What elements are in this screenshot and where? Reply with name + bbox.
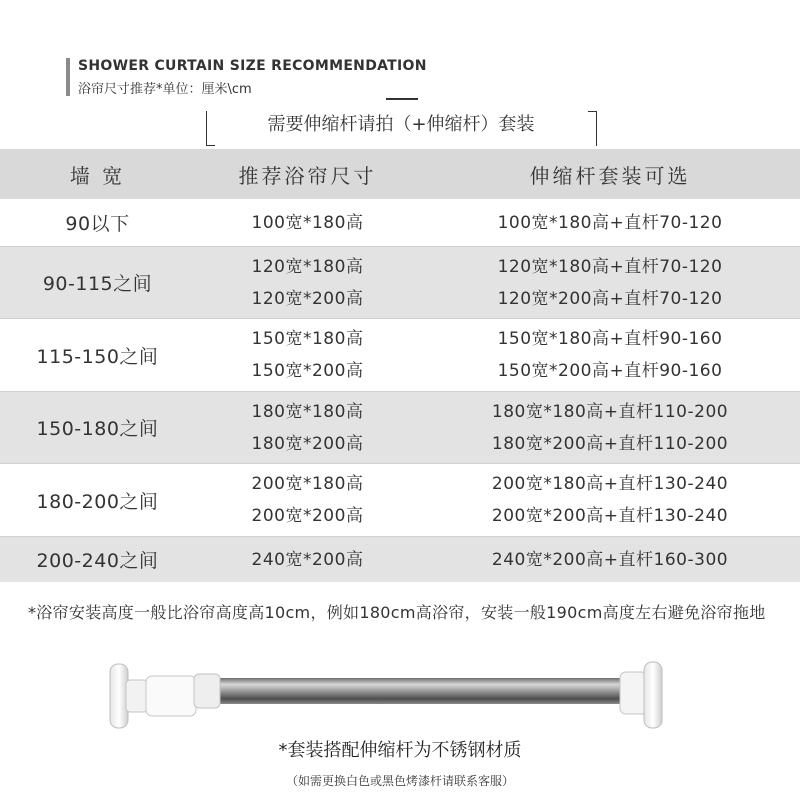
rod-kit-value: 200宽*200高+直杆130-240 <box>491 506 729 526</box>
table-row <box>0 392 800 464</box>
table-row <box>0 199 800 247</box>
wall-width-cell: 180-200之间 <box>36 490 159 513</box>
curtain-size-value: 180宽*200高 <box>251 433 364 454</box>
rod-kit-value: 200宽*180高+直杆130-240 <box>491 474 729 494</box>
curtain-size-value: 150宽*200高 <box>251 361 364 381</box>
curtain-size-value: 120宽*200高 <box>251 288 364 309</box>
rod-kit-value: 120宽*200高+直杆70-120 <box>497 288 723 309</box>
rod-kit-value: 180宽*180高+直杆110-200 <box>491 401 729 422</box>
rod-kit-value: 150宽*180高+直杆90-160 <box>497 329 723 349</box>
wall-width-cell: 90以下 <box>65 213 130 235</box>
rod-kit-value: 120宽*180高+直杆70-120 <box>497 256 723 277</box>
rod-kit-value: 100宽*180高+直杆70-120 <box>497 212 723 233</box>
curtain-size-value: 180宽*180高 <box>251 401 364 422</box>
rod-kit-cell <box>420 544 800 576</box>
header-curtain-size: 推荐浴帘尺寸 <box>238 163 377 188</box>
wall-width-cell: 115-150之间 <box>36 345 159 368</box>
curtain-size-value: 200宽*180高 <box>251 474 364 494</box>
rod-kit-cell <box>420 468 800 532</box>
contact-note: （如需更换白色或黑色烤漆杆请联系客服） <box>285 774 514 788</box>
suit-title: 需要伸缩杆请拍（+伸缩杆）套装 <box>267 114 535 135</box>
wall-width-cell: 200-240之间 <box>36 550 159 572</box>
rod-kit-value: 240宽*200高+直杆160-300 <box>491 549 729 570</box>
curtain-size-value: 240宽*200高 <box>251 549 364 570</box>
curtain-size-cell <box>195 251 420 315</box>
wall-width-cell: 150-180之间 <box>36 418 159 440</box>
wall-width-cell: 90-115之间 <box>42 273 153 295</box>
curtain-size-cell <box>195 207 420 239</box>
table-row <box>0 537 800 582</box>
curtain-size-value: 150宽*180高 <box>251 329 364 349</box>
table-row <box>0 247 800 319</box>
table-row <box>0 319 800 392</box>
installation-note: *浴帘安装高度一般比浴帘高度高10cm，例如180cm高浴帘，安装一般190cm高度左右避免浴帘拖地 <box>28 603 766 622</box>
header-wall-width: 墙 宽 <box>69 163 126 188</box>
divider-line <box>386 98 418 100</box>
curtain-size-cell <box>195 468 420 532</box>
rod-kit-value: 150宽*200高+直杆90-160 <box>497 361 723 381</box>
curtain-size-cell <box>195 396 420 460</box>
header-rod-kit: 伸缩杆套装可选 <box>529 163 691 188</box>
curtain-size-cell <box>195 323 420 387</box>
rod-kit-cell <box>420 207 800 239</box>
material-note: *套装搭配伸缩杆为不锈钢材质 <box>278 740 522 761</box>
rod-kit-value: 180宽*200高+直杆110-200 <box>491 433 729 454</box>
table-row <box>0 464 800 537</box>
curtain-size-value: 200宽*200高 <box>251 506 364 526</box>
rod-kit-cell <box>420 323 800 387</box>
curtain-size-cell <box>195 544 420 576</box>
rod-kit-cell <box>420 251 800 315</box>
page-title-en: SHOWER CURTAIN SIZE RECOMMENDATION <box>78 58 427 74</box>
page-title-cn: 浴帘尺寸推荐*单位：厘米\cm <box>78 82 252 97</box>
table-header <box>0 149 800 199</box>
header-accent-bar <box>66 58 70 96</box>
size-table <box>0 149 800 582</box>
curtain-size-value: 120宽*180高 <box>251 256 364 277</box>
tension-rod-image <box>96 656 676 736</box>
rod-kit-cell <box>420 396 800 460</box>
curtain-size-value: 100宽*180高 <box>251 212 364 233</box>
